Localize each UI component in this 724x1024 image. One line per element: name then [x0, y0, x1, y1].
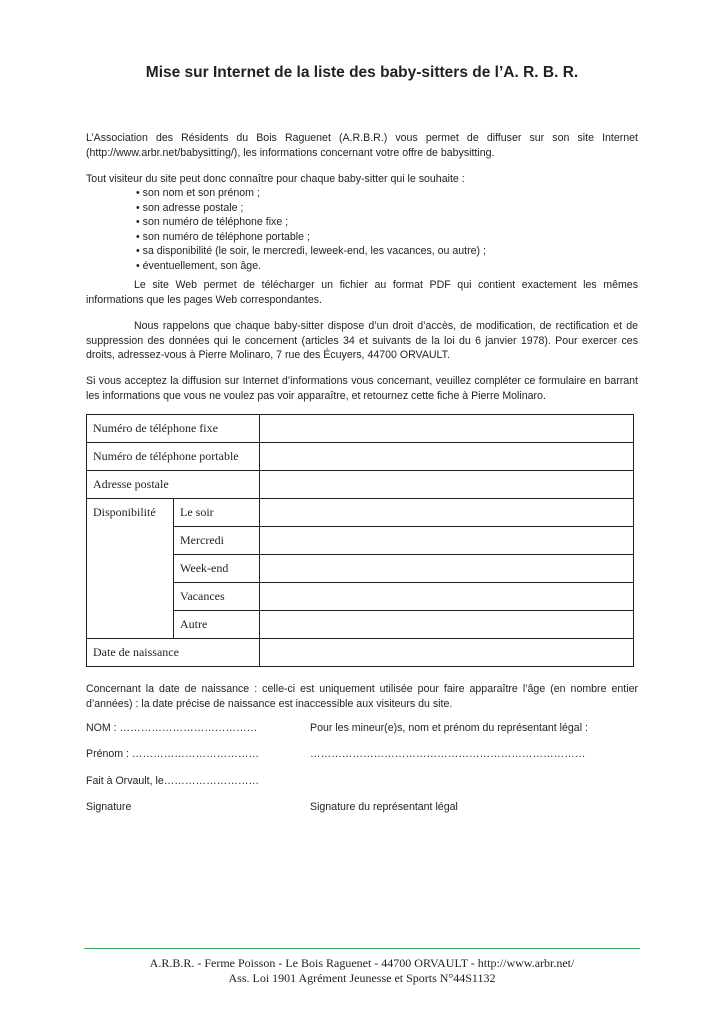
label-address: Adresse postale: [87, 471, 260, 499]
label-phone-mobile: Numéro de téléphone portable: [87, 443, 260, 471]
label-evening: Le soir: [174, 499, 260, 527]
holidays-field[interactable]: [260, 583, 634, 611]
label-availability: Disponibilité: [87, 499, 174, 639]
footer-accreditation: Ass. Loi 1901 Agrément Jeunesse et Sports N°44S1132: [228, 971, 496, 985]
representative-line[interactable]: ……………………………………………………………………: [310, 748, 586, 760]
other-field[interactable]: [260, 611, 634, 639]
intro-paragraph: L’Association des Résidents du Bois Raguenet (A.R.B.R.) vous permet de diffuser sur son site Internet (http://www.arbr.net/babysitting/), les informations concernant votre offre de babysitting.: [86, 132, 638, 159]
babysitter-form: [86, 414, 634, 667]
representative-signature-label: Signature du représentant légal: [310, 801, 458, 813]
footer-divider: [84, 948, 640, 949]
signature-label: Signature: [86, 801, 132, 813]
birth-date-field[interactable]: [260, 639, 634, 667]
list-item: • sa disponibilité (le soir, le mercredi, leweek-end, les vacances, ou autre) ;: [136, 244, 486, 259]
table-row: [87, 415, 634, 443]
accept-paragraph: Si vous acceptez la diffusion sur Internet d’informations vous concernant, veuillez compléter ce formulaire en barrant les informations que vous ne voulez pas voir apparaître, et retournez cette fiche à Pierre Molinaro.: [86, 375, 638, 402]
list-item: • son nom et son prénom ;: [136, 186, 486, 201]
label-birth-date: Date de naissance: [87, 639, 260, 667]
table-row: [87, 471, 634, 499]
page-title: Mise sur Internet de la liste des baby-sitters de l’A. R. B. R.: [145, 64, 579, 81]
label-other: Autre: [174, 611, 260, 639]
minor-note: Pour les mineur(e)s, nom et prénom du représentant légal :: [310, 722, 588, 734]
table-row: [87, 639, 634, 667]
label-weekend: Week-end: [174, 555, 260, 583]
table-row: [87, 443, 634, 471]
label-holidays: Vacances: [174, 583, 260, 611]
place-date-line[interactable]: Fait à Orvault, le………………………: [86, 775, 260, 787]
table-row: [87, 499, 634, 527]
weekend-field[interactable]: [260, 555, 634, 583]
phone-mobile-field[interactable]: [260, 443, 634, 471]
wednesday-field[interactable]: [260, 527, 634, 555]
footer-address: A.R.B.R. - Ferme Poisson - Le Bois Raguenet - 44700 ORVAULT - http://www.arbr.net/: [149, 956, 575, 970]
prenom-line[interactable]: Prénom : ………………………………: [86, 748, 260, 760]
pdf-paragraph: Le site Web permet de télécharger un fichier au format PDF qui contient exactement les mêmes informations que les pages Web correspondantes.: [86, 279, 638, 306]
evening-field[interactable]: [260, 499, 634, 527]
list-item: • son adresse postale ;: [136, 201, 486, 216]
birth-note: Concernant la date de naissance : celle-ci est uniquement utilisée pour faire apparaître l’âge (en nombre entier d’années) : la date précise de naissance est inaccessible aux visiteurs du site.: [86, 683, 638, 710]
list-item: • son numéro de téléphone portable ;: [136, 230, 486, 245]
visitor-intro: Tout visiteur du site peut donc connaître pour chaque baby-sitter qui le souhaite :: [86, 173, 465, 185]
phone-fixed-field[interactable]: [260, 415, 634, 443]
address-field[interactable]: [260, 471, 634, 499]
label-wednesday: Mercredi: [174, 527, 260, 555]
list-item: • éventuellement, son âge.: [136, 259, 486, 274]
info-list: [136, 186, 486, 273]
rights-paragraph: Nous rappelons que chaque baby-sitter dispose d’un droit d’accès, de modification, de rectification et de suppression des données qui le concernent (articles 34 et suivants de la loi du 6 janvier 1978). Pour exercer ces droits, adressez-vous à Pierre Molinaro, 7 rue des Écuyers, 44700 ORVAULT.: [86, 320, 638, 361]
label-phone-fixed: Numéro de téléphone fixe: [87, 415, 260, 443]
nom-line[interactable]: NOM : …………………………………: [86, 722, 258, 734]
list-item: • son numéro de téléphone fixe ;: [136, 215, 486, 230]
